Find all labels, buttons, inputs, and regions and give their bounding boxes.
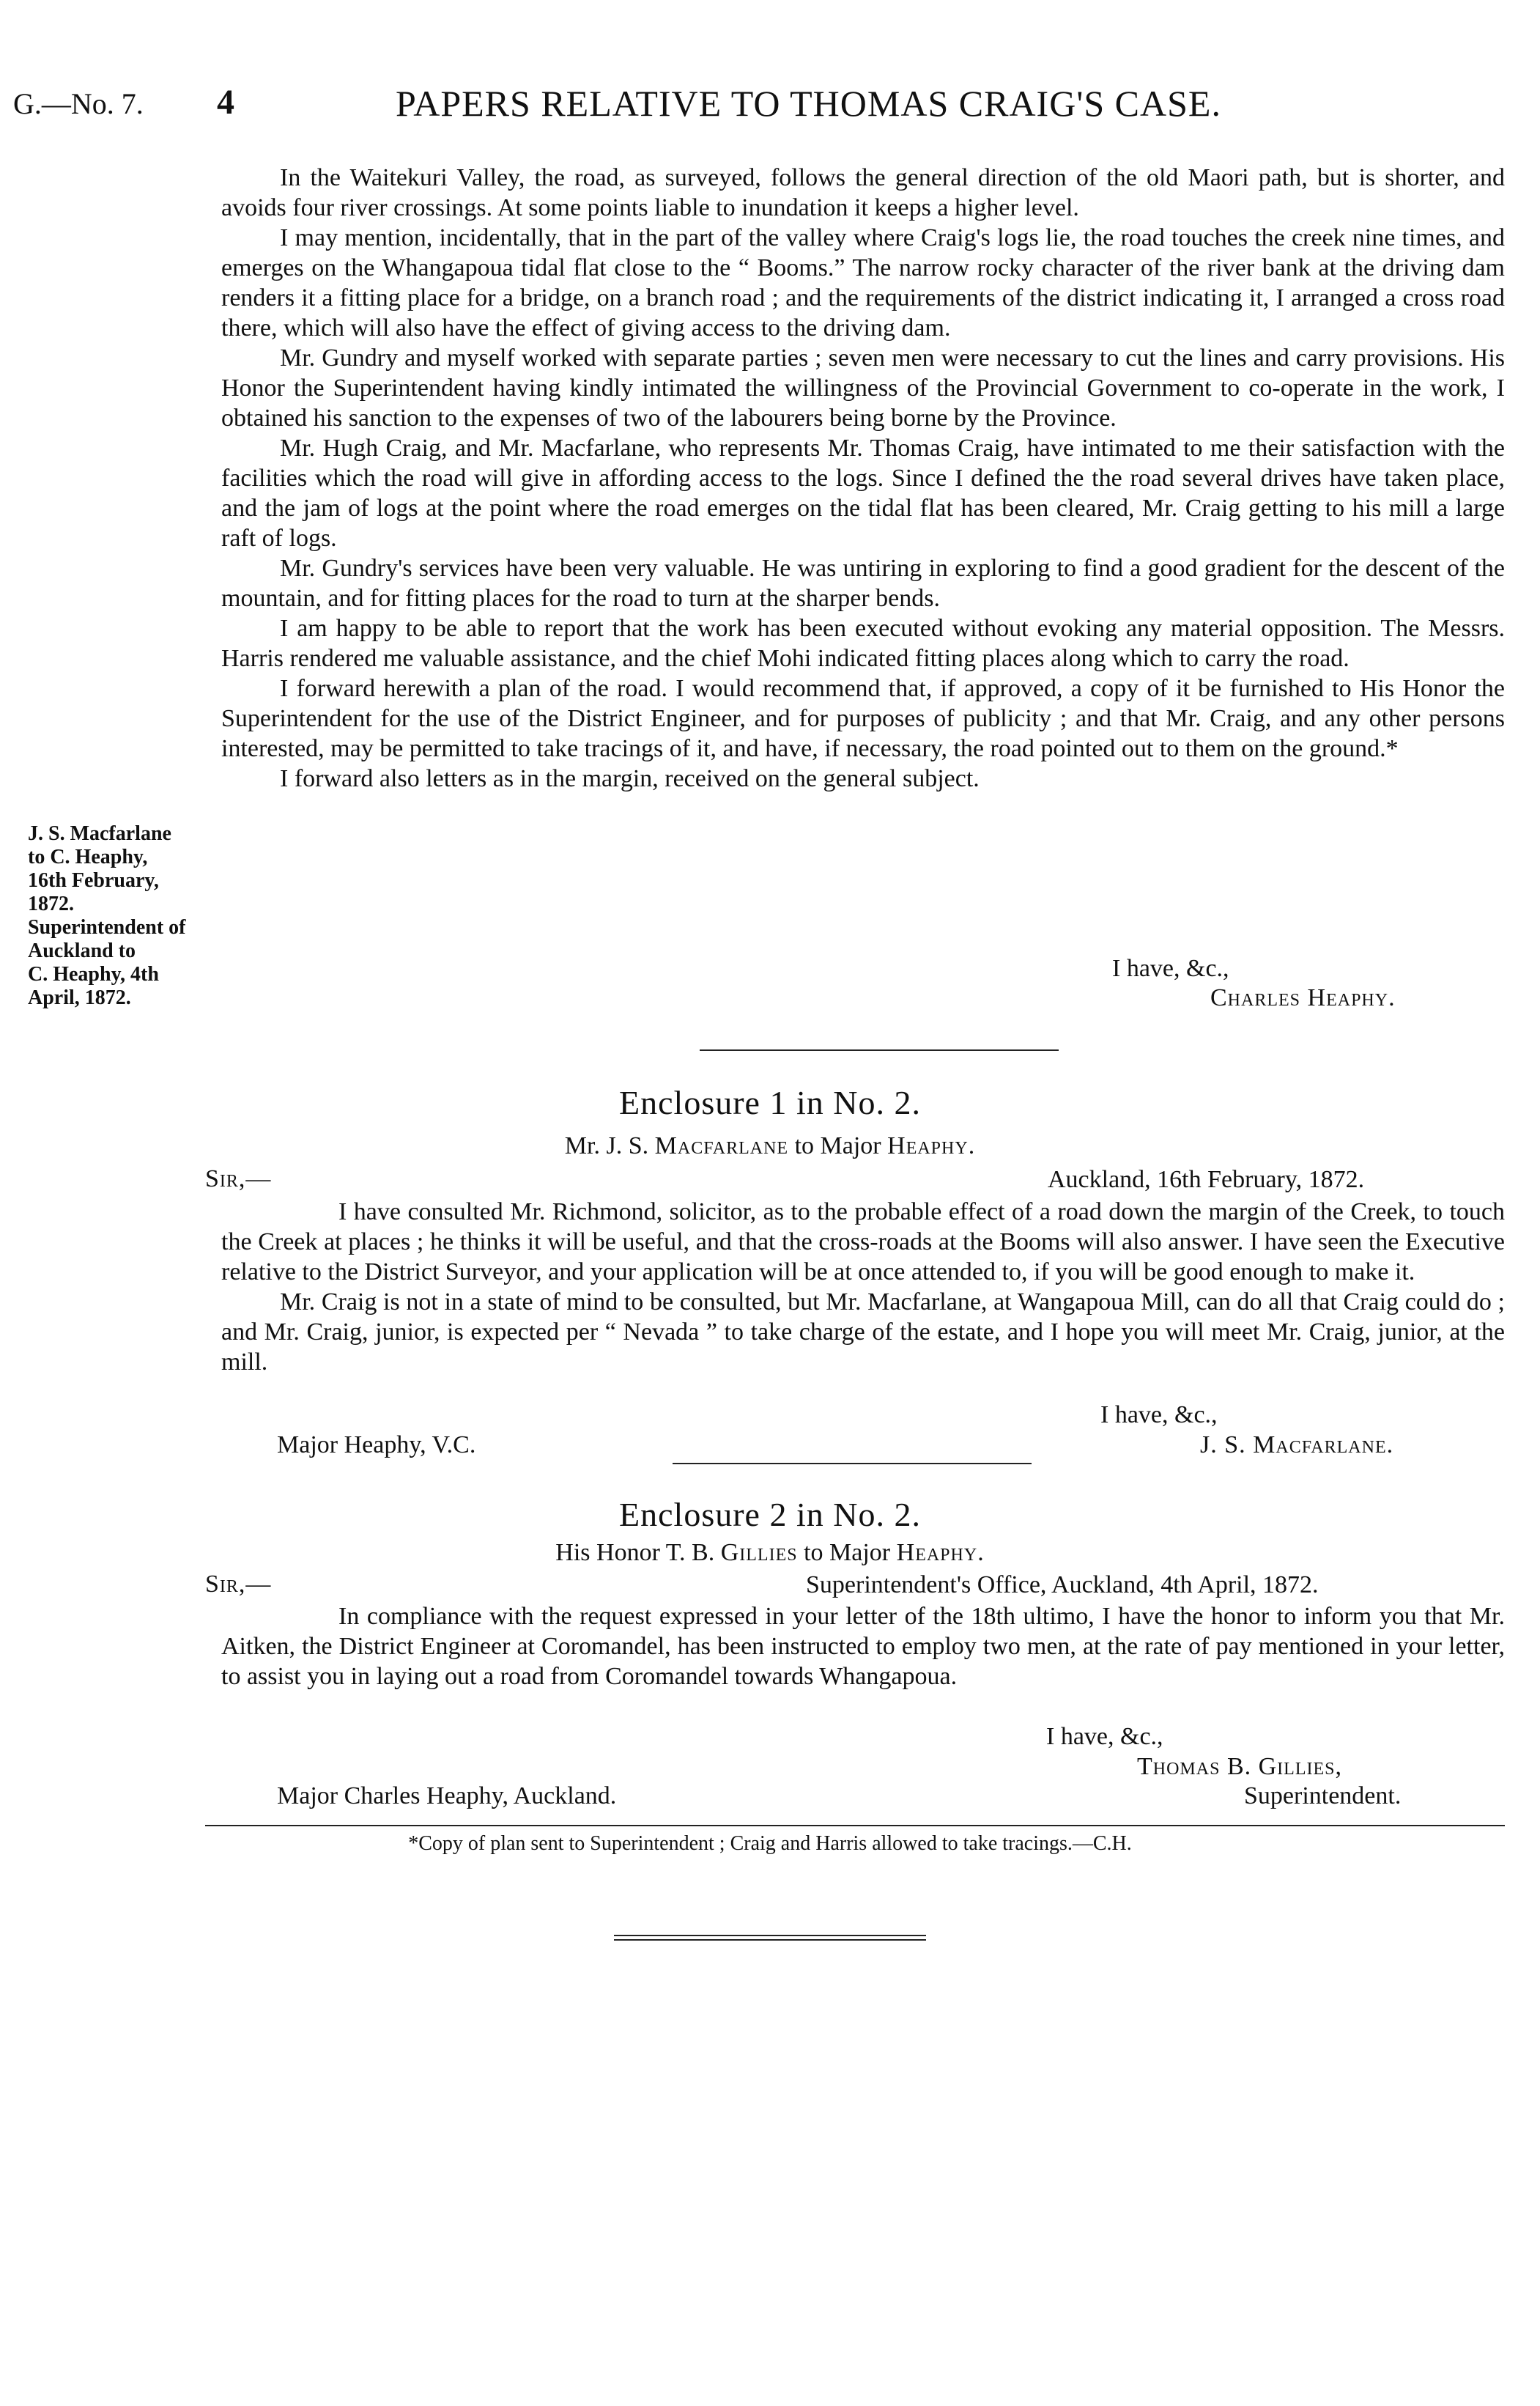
enclosure-2-addressee: Major Charles Heaphy, Auckland. xyxy=(277,1782,617,1809)
from-to-prefix: Mr. J. S. xyxy=(564,1132,655,1159)
from-to-prefix: His Honor T. B. xyxy=(555,1539,721,1566)
enclosure-2-place-date: Superintendent's Office, Auckland, 4th April, 1872. xyxy=(806,1571,1319,1598)
from-name: Macfarlane xyxy=(654,1132,789,1159)
enclosure-2-salutation: Sir,— xyxy=(205,1571,272,1598)
margin-note-line: Auckland to xyxy=(28,940,136,962)
page-number: 4 xyxy=(217,83,234,122)
section-divider xyxy=(700,1049,1059,1051)
footnote: *Copy of plan sent to Superintendent ; Craig and Harris allowed to take tracings.—C.H. xyxy=(408,1832,1132,1855)
enclosure-1-closing: I have, &c., xyxy=(1100,1401,1218,1428)
paragraph: Mr. Gundry and myself worked with separate parties ; seven men were necessary to cut the lines and carry provisions. His Honor the Superintendent having kindly intimated the willingness of the Provincial Government to co-operate in the work, I obtained his sanction to the expenses of two of the labourers being borne by the Province. xyxy=(221,344,1505,432)
paragraph: I forward also letters as in the margin, received on the general subject. xyxy=(280,765,980,792)
paragraph: I may mention, incidentally, that in the part of the valley where Craig's logs lie, the road touches the creek nine times, and emerges on the Whangapoua tidal flat close to the “ Booms.” The narrow rocky character of the river bank at the driving dam renders it a fitting place for a bridge, on a branch road ; and the requirements of the district indicating it, I arranged a cross road there, which will also have the effect of giving access to the driving dam. xyxy=(221,224,1505,342)
document-reference: G.—No. 7. xyxy=(13,87,144,120)
margin-note xyxy=(28,822,220,1010)
margin-note-line: C. Heaphy, 4th xyxy=(28,963,159,986)
paragraph: In compliance with the request expressed in your letter of the 18th ultimo, I have the honor to inform you that Mr. Aitken, the District Engineer at Coromandel, has been instructed to employ two men, at the rate of pay mentioned in your letter, to assist you in laying out a road from Coromandel towards Whangapoua. xyxy=(221,1603,1505,1690)
paragraph: I am happy to be able to report that the work has been executed without evoking any material opposition. The Messrs. Harris rendered me valuable assistance, and the chief Mohi indicated fitting places along which to carry the road. xyxy=(221,615,1505,672)
page-title: PAPERS RELATIVE TO THOMAS CRAIG'S CASE. xyxy=(396,83,1221,124)
enclosure-1-body xyxy=(221,1197,1505,1377)
paragraph: Mr. Craig is not in a state of mind to be consulted, but Mr. Macfarlane, at Wangapoua Mill, can do all that Craig could do ; and Mr. Craig, junior, is expected per “ Nevada ” to take charge of the estate, and I hope you will meet Mr. Craig, junior, at the mill. xyxy=(221,1288,1505,1376)
enclosure-2-signature: Thomas B. Gillies, xyxy=(1137,1753,1342,1780)
paragraph: I forward herewith a plan of the road. I would recommend that, if approved, a copy of it be furnished to His Honor the Superintendent for the use of the District Engineer, and for purposes of publicity ; and that Mr. Craig, and any other persons interested, may be permitted to take tracings of it, and have, if necessary, the road pointed out to them on the ground.* xyxy=(221,675,1505,762)
enclosure-1-salutation: Sir,— xyxy=(205,1165,272,1192)
enclosure-1-from-to xyxy=(0,1132,1540,1160)
enclosure-1-place-date: Auckland, 16th February, 1872. xyxy=(1048,1166,1365,1193)
from-to-middle: to Major xyxy=(797,1539,897,1566)
main-signature: Charles Heaphy. xyxy=(1210,984,1396,1011)
margin-note-line: 16th February, xyxy=(28,869,159,892)
main-closing: I have, &c., xyxy=(1112,955,1229,982)
footnote-rule xyxy=(205,1825,1505,1826)
paragraph: I have consulted Mr. Richmond, solicitor, as to the probable effect of a road down the margin of the Creek, to touch the Creek at places ; he thinks it will be useful, and that the cross-roads at the Booms will also answer. I have seen the Executive relative to the District Surveyor, and your application will be at once attended to, if you will be good enough to make it. xyxy=(221,1198,1505,1285)
margin-note-line: April, 1872. xyxy=(28,986,131,1009)
margin-note-line: J. S. Macfarlane xyxy=(28,822,171,845)
margin-note-line: to C. Heaphy, xyxy=(28,846,148,868)
margin-note-line: Superintendent of xyxy=(28,916,186,939)
from-to-middle: to Major xyxy=(788,1132,888,1159)
end-rule xyxy=(614,1935,926,1941)
to-name: Heaphy. xyxy=(887,1132,976,1159)
enclosure-1-addressee: Major Heaphy, V.C. xyxy=(277,1431,476,1458)
to-name: Heaphy. xyxy=(896,1539,985,1566)
from-name: Gillies xyxy=(720,1539,798,1566)
paragraph: Mr. Hugh Craig, and Mr. Macfarlane, who represents Mr. Thomas Craig, have intimated to me their satisfaction with the facilities which the road will give in affording access to the logs. Since I defined the the road several drives have taken place, and the jam of logs at the point where the road emerges on the tidal flat has been cleared, Mr. Craig getting to his mill a large raft of logs. xyxy=(221,435,1505,552)
enclosure-2-closing: I have, &c., xyxy=(1046,1723,1163,1750)
paragraph: Mr. Gundry's services have been very valuable. He was untiring in exploring to find a good gradient for the descent of the mountain, and for fitting places for the road to turn at the sharper bends. xyxy=(221,555,1505,612)
enclosure-2-heading: Enclosure 2 in No. 2. xyxy=(619,1496,921,1533)
enclosure-1-signature: J. S. Macfarlane. xyxy=(1200,1431,1394,1458)
enclosure-1-heading: Enclosure 1 in No. 2. xyxy=(619,1084,921,1121)
section-divider xyxy=(673,1463,1032,1464)
paragraph: In the Waitekuri Valley, the road, as surveyed, follows the general direction of the old Maori path, but is shorter, and avoids four river crossings. At some points liable to inundation it keeps a higher level. xyxy=(221,164,1505,221)
margin-note-line: 1872. xyxy=(28,893,74,915)
enclosure-2-body xyxy=(221,1601,1505,1691)
enclosure-2-signature-title: Superintendent. xyxy=(1244,1782,1402,1809)
main-letter-body xyxy=(221,163,1505,794)
enclosure-2-from-to xyxy=(0,1539,1540,1567)
